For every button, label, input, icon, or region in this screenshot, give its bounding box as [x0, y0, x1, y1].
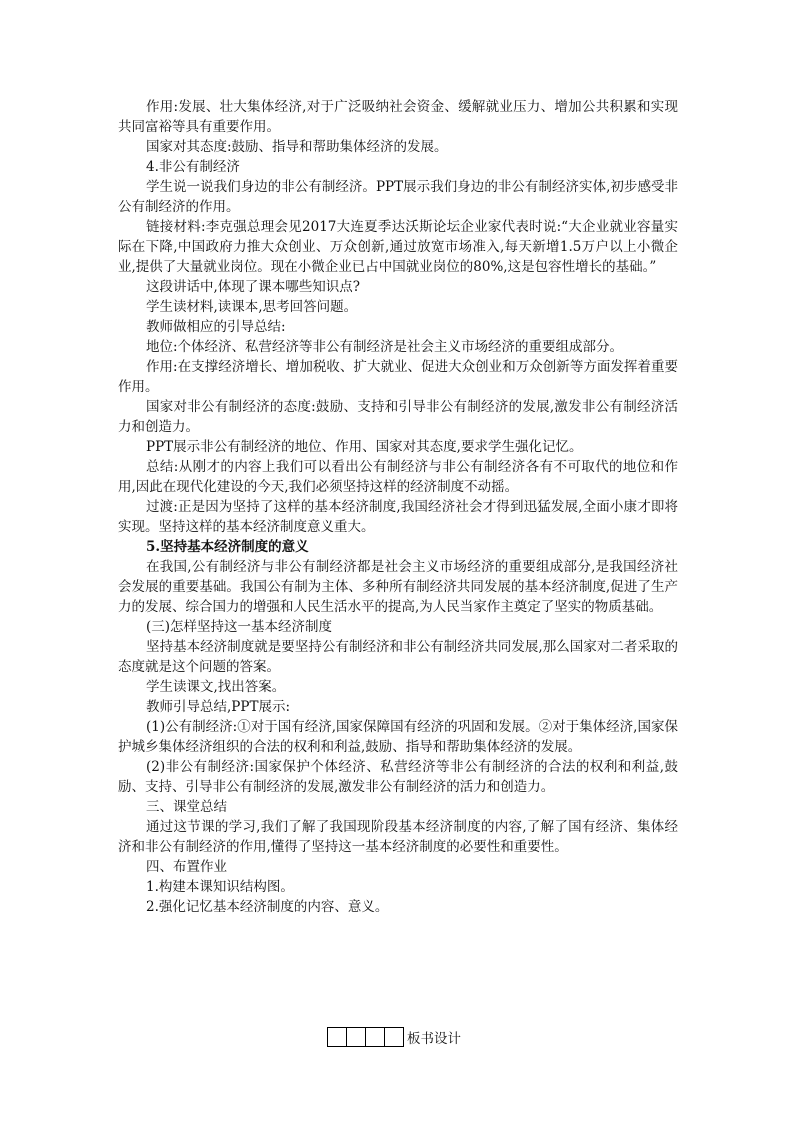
section-heading: 四、布置作业	[146, 859, 227, 875]
section-heading: 4.非公有制经济	[146, 159, 240, 175]
paragraph: 坚持基本经济制度就是要坚持公有制经济和非公有制经济共同发展,那么国家对二者采取的态度就是这个问题的答案。	[118, 639, 678, 675]
blank-box	[327, 1027, 347, 1047]
blank-box	[346, 1027, 366, 1047]
paragraph: 链接材料:李克强总理会见2017大连夏季达沃斯论坛企业家代表时说:“大企业就业容量实际在下降,中国政府力推大众创业、万众创新,通过放宽市场准入,每天新增1.5万户以上小微企业,提供了大量就业岗位。现在小微企业已占中国就业岗位的80%,这是包容性增长的基础。”	[118, 219, 678, 275]
paragraph: 教师引导总结,PPT展示:	[146, 699, 291, 715]
paragraph: 在我国,公有制经济与非公有制经济都是社会主义市场经济的重要组成部分,是我国经济社会发展的重要基础。我国公有制为主体、多种所有制经济共同发展的基本经济制度,促进了生产力的发展、综合国力的增强和人民生活水平的提高,为人民当家作主奠定了坚实的物质基础。	[118, 559, 678, 615]
paragraph: PPT展示非公有制经济的地位、作用、国家对其态度,要求学生强化记忆。	[146, 439, 583, 455]
section-heading: (三)怎样坚持这一基本经济制度	[146, 619, 333, 635]
paragraph: 学生说一说我们身边的非公有制经济。PPT展示我们身边的非公有制经济实体,初步感受非公有制经济的作用。	[118, 179, 678, 215]
paragraph: 通过这节课的学习,我们了解了我国现阶段基本经济制度的内容,了解了国有经济、集体经济和非公有制经济的作用,懂得了坚持这一基本经济制度的必要性和重要性。	[118, 819, 678, 855]
list-item: 2.强化记忆基本经济制度的内容、意义。	[146, 899, 389, 915]
paragraph: 过渡:正是因为坚持了这样的基本经济制度,我国经济社会才得到迅猛发展,全面小康才即将实现。坚持这样的基本经济制度意义重大。	[118, 499, 678, 535]
board-design-label: 板书设计	[407, 1031, 461, 1047]
paragraph: 学生读材料,读课本,思考回答问题。	[146, 299, 358, 315]
paragraph: 国家对其态度:鼓励、指导和帮助集体经济的发展。	[146, 139, 448, 155]
section-heading: 三、课堂总结	[146, 799, 227, 815]
paragraph: 学生读课文,找出答案。	[146, 679, 286, 695]
list-item: (2)非公有制经济:国家保护个体经济、私营经济等非公有制经济的合法的权利和利益,鼓励、支持、引导非公有制经济的发展,激发非公有制经济的活力和创造力。	[118, 759, 678, 795]
list-item: 1.构建本课知识结构图。	[146, 879, 294, 895]
paragraph: 教师做相应的引导总结:	[146, 319, 286, 335]
document-body	[118, 97, 678, 917]
paragraph: 这段讲话中,体现了课本哪些知识点?	[146, 279, 361, 295]
paragraph: 总结:从刚才的内容上我们可以看出公有制经济与非公有制经济各有不可取代的地位和作用,因此在现代化建设的今天,我们必须坚持这样的经济制度不动摇。	[118, 459, 678, 495]
paragraph: 作用:发展、壮大集体经济,对于广泛吸纳社会资金、缓解就业压力、增加公共积累和实现共同富裕等具有重要作用。	[118, 99, 678, 135]
paragraph: 国家对非公有制经济的态度:鼓励、支持和引导非公有制经济的发展,激发非公有制经济活力和创造力。	[118, 399, 678, 435]
paragraph: 作用:在支撑经济增长、增加税收、扩大就业、促进大众创业和万众创新等方面发挥着重要作用。	[118, 359, 678, 395]
section-heading: 5.坚持基本经济制度的意义	[146, 539, 309, 555]
board-design	[327, 1027, 461, 1047]
list-item: (1)公有制经济:①对于国有经济,国家保障国有经济的巩固和发展。②对于集体经济,国家保护城乡集体经济组织的合法的权利和利益,鼓励、指导和帮助集体经济的发展。	[118, 719, 678, 755]
paragraph: 地位:个体经济、私营经济等非公有制经济是社会主义市场经济的重要组成部分。	[146, 339, 624, 355]
blank-box	[365, 1027, 385, 1047]
blank-box	[384, 1027, 404, 1047]
